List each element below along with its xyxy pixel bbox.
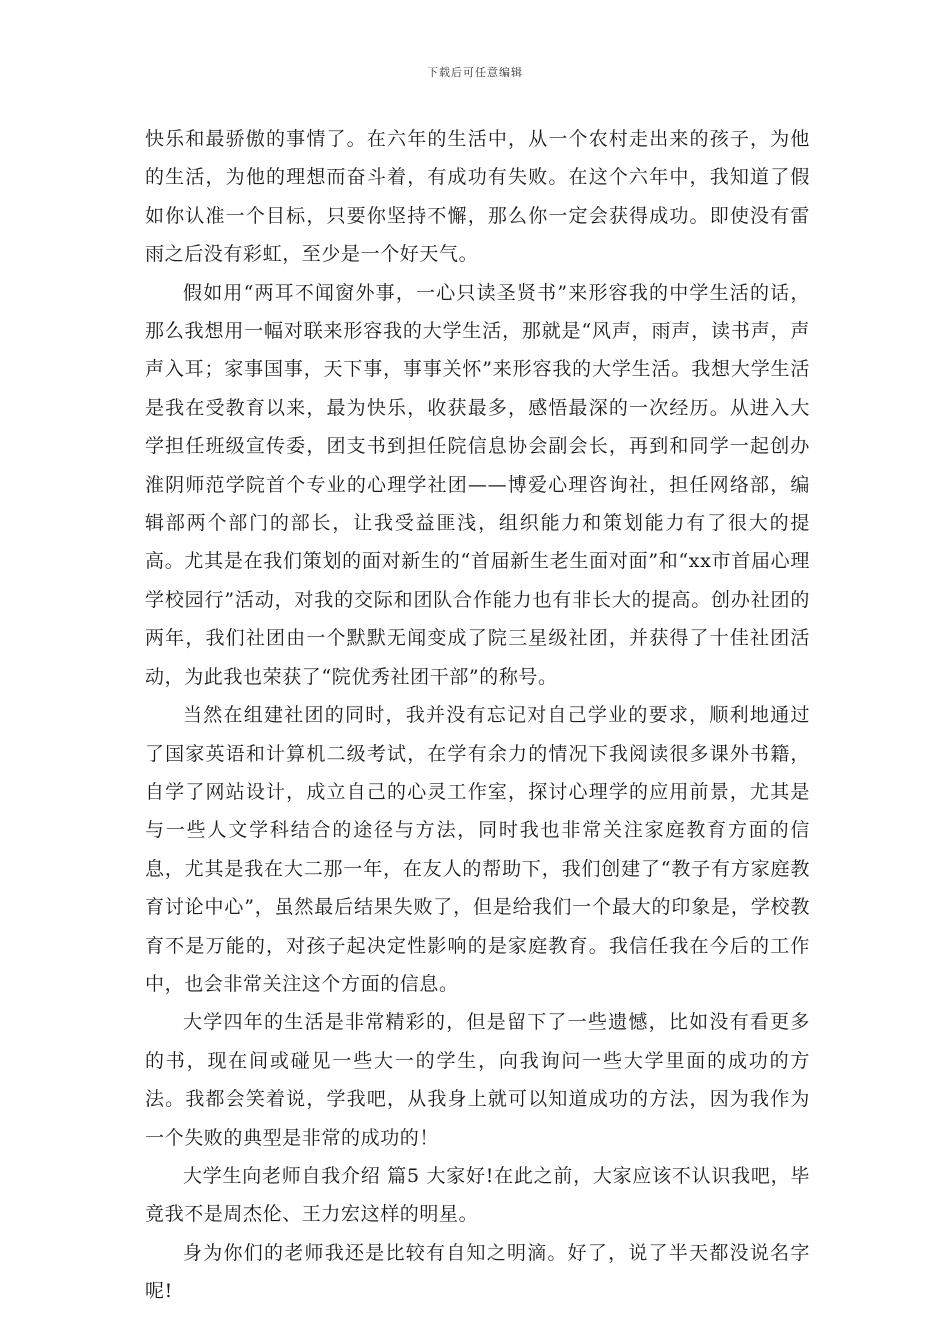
page-header: 下载后可任意编辑 — [427, 66, 523, 79]
paragraph-continuation: 快乐和最骄傲的事情了。在六年的生活中，从一个农村走出来的孩子，为他的生活，为他的理想而奋斗着，有成功有失败。在这个六年中，我知道了假如你认准一个目标，只要你坚持不懈，那么你一定会获得成功。即使没有雷雨之后没有彩虹，至少是一个好天气。 — [145, 128, 810, 266]
paragraph-regrets: 大学四年的生活是非常精彩的，但是留下了一些遗憾，比如没有看更多的书，现在间或碰见一些大一的学生，向我询问一些大学里面的成功的方法。我都会笑着说，学我吧，从我身上就可以知道成功的方法，因为我作为一个失败的典型是非常的成功的！ — [145, 1011, 810, 1149]
paragraph-academics: 当然在组建社团的同时，我并没有忘记对自己学业的要求，顺利地通过了国家英语和计算机二级考试，在学有余力的情况下我阅读很多课外书籍，自学了网站设计，成立自己的心灵工作室，探讨心理学的应用前景，尤其是与一些人文学科结合的途径与方法，同时我也非常关注家庭教育方面的信息，尤其是我在大二那一年，在友人的帮助下，我们创建了“教子有方家庭教育讨论中心”，虽然最后结果失败了，但是给我们一个最大的印象是，学校教育不是万能的，对孩子起决定性影响的是家庭教育。我信任我在今后的工作中，也会非常关注这个方面的信息。 — [145, 704, 810, 995]
paragraph-section-5-intro: 大学生向老师自我介绍 篇5 大家好!在此之前，大家应该不认识我吧，毕竟我不是周杰伦、王力宏这样的明星。 — [145, 1164, 810, 1226]
paragraph-college-life: 假如用“两耳不闻窗外事，一心只读圣贤书”来形容我的中学生活的话，那么我想用一幅对联来形容我的大学生活，那就是“风声，雨声，读书声，声声入耳；家事国事，天下事，事事关怀”来形容我的大学生活。我想大学生活是我在受教育以来，最为快乐，收获最多，感悟最深的一次经历。从进入大学担任班级宣传委，团支书到担任院信息协会副会长，再到和同学一起创办淮阴师范学院首个专业的心理学社团——博爱心理咨询社，担任网络部，编辑部两个部门的部长，让我受益匪浅，组织能力和策划能力有了很大的提高。尤其是在我们策划的面对新生的“首届新生老生面对面”和“xx市首届心理学校园行”活动，对我的交际和团队合作能力也有非长大的提高。创办社团的两年，我们社团由一个默默无闻变成了院三星级社团，并获得了十佳社团活动，为此我也荣获了“院优秀社团干部”的称号。 — [145, 281, 810, 688]
paragraph-name-intro: 身为你们的老师我还是比较有自知之明滴。好了，说了半天都没说名字呢! — [145, 1241, 810, 1303]
document-body — [145, 120, 810, 1311]
